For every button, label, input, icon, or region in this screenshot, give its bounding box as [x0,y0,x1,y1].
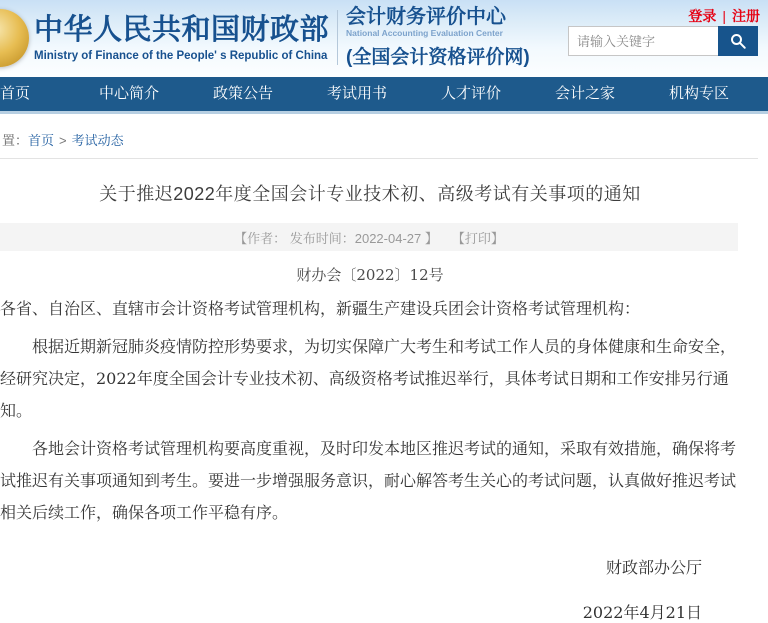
auth-separator: | [722,8,726,24]
article-meta-author-time: 【作者： 发布时间：2022-04-27 】 [234,230,438,246]
center-subtitle: National Accounting Evaluation Center [346,28,503,38]
nav-item-institution-zone[interactable]: 机构专区 [668,85,729,102]
site-header [0,0,768,77]
header-divider [337,10,338,65]
main-nav [0,77,768,111]
breadcrumb-home-link[interactable]: 首页 [28,133,55,148]
site-name: (全国会计资格评价网) [346,47,530,68]
article-title: 关于推迟2022年度全国会计专业技术初、高级考试有关事项的通知 [99,184,641,204]
search-input[interactable] [568,26,718,56]
ministry-title: 中华人民共和国财政部 [34,14,330,46]
article-signature-block [0,555,740,623]
national-emblem-icon [0,9,29,67]
center-block [346,6,530,69]
ministry-block [34,7,329,62]
article-inner [0,180,740,623]
center-title: 会计财务评价中心 [346,6,506,28]
signature-office: 财政部办公厅 [605,558,702,577]
breadcrumb-current-link[interactable]: 考试动态 [71,133,124,148]
article-paragraph: 根据近期新冠肺炎疫情防控形势要求，为切实保障广大考生和考试工作人员的身体健康和生命安全，经研究决定，2022年度全国会计专业技术初、高级资格考试推迟举行，具体考试日期和工作安排另行通知。 [0,337,737,420]
article-paragraph: 各省、自治区、直辖市会计资格考试管理机构，新疆生产建设兵团会计资格考试管理机构： [0,299,641,318]
nav-item-policy-announcements[interactable]: 政策公告 [212,85,273,102]
article-container [0,158,758,623]
nav-item-exam-books[interactable]: 考试用书 [326,85,387,102]
breadcrumb [0,114,768,158]
ministry-subtitle: Ministry of Finance of the People' s Republic of China [34,50,328,62]
nav-item-accounting-home[interactable]: 会计之家 [554,85,615,102]
article-paragraph: 各地会计资格考试管理机构要高度重视，及时印发本地区推迟考试的通知，采取有效措施，确保将考试推迟有关事项通知到考生。要进一步增强服务意识，耐心解答考生关心的考试问题，认真做好推迟考试相关后续工作，确保各项工作平稳有序。 [0,439,737,522]
register-link[interactable]: 注册 [732,8,760,24]
article-meta-bar [0,223,738,251]
breadcrumb-prefix: 置： [2,133,29,148]
print-button[interactable]: 【打印】 [451,230,504,246]
nav-item-center-intro[interactable]: 中心简介 [98,85,159,102]
nav-item-home[interactable]: 首页 [0,85,30,102]
search-button[interactable] [718,26,758,56]
login-link[interactable]: 登录 [688,8,717,24]
search-icon [729,32,747,50]
nav-row [0,77,768,111]
breadcrumb-separator: > [59,133,67,148]
document-number: 财办会〔2022〕12号 [296,266,444,284]
article-body [0,293,740,529]
signature-date: 2022年4月21日 [582,603,702,622]
auth-links [688,6,760,26]
search-bar [568,26,758,56]
nav-item-talent-evaluation[interactable]: 人才评价 [440,85,501,102]
